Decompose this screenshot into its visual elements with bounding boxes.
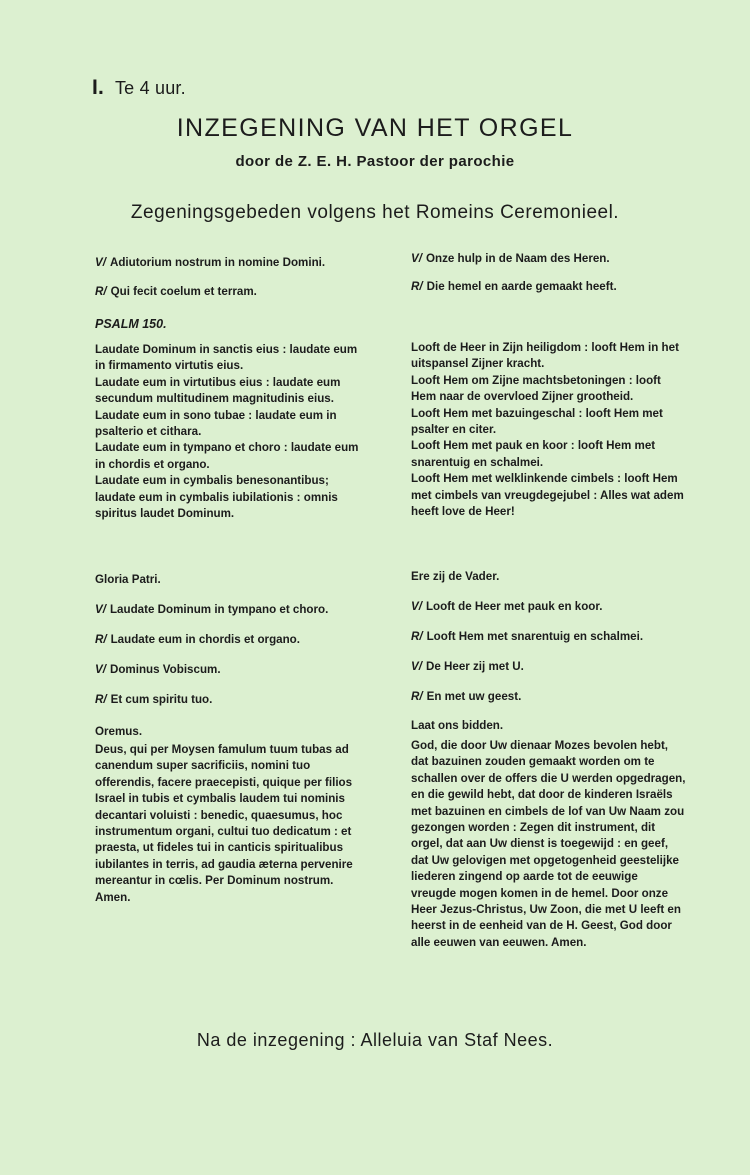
psalm-heading: PSALM 150. xyxy=(95,317,167,331)
latin-versicle-2-text: Laudate Dominum in tympano et choro. xyxy=(109,603,329,616)
latin-versicle-3-text: Dominus Vobiscum. xyxy=(109,663,221,676)
dutch-prayer: God, die door Uw dienaar Mozes bevolen hebt, dat bazuinen zouden gemaakt worden om te schallen over de offers die U werden opgedragen, en die gewild hebt, dat door de kinderen Israëls met bazuinen en cimbels de lof van Uw Naam zou gezongen worden : Zegen dit instrument, dit orgel, dat aan Uw dienst is toegewijd : en geef, dat Uw gelovigen met opgetogenheid geestelijke liederen zingend op aarde tot de eeuwige vreugde mogen komen in de hemel. Door onze Heer Jezus-Christus, Uw Zoon, die met U leeft en heerst in de eenheid van de H. Geest, God door alle eeuwen van eeuwen. Amen. xyxy=(411,739,686,949)
versicle-marker: V/ xyxy=(411,660,422,673)
dutch-response-2-text: Looft Hem met snarentuig en schalmei. xyxy=(426,630,644,643)
section-time: Te 4 uur. xyxy=(114,78,186,98)
versicle-marker: V/ xyxy=(411,252,422,265)
response-marker: R/ xyxy=(95,285,107,298)
response-marker: R/ xyxy=(411,280,423,293)
response-marker: R/ xyxy=(95,633,107,646)
versicle-marker: V/ xyxy=(95,256,106,269)
page-title: INZEGENING VAN HET ORGEL xyxy=(176,114,574,142)
dutch-versicle-2 xyxy=(411,599,686,615)
dutch-oremus: Laat ons bidden. xyxy=(411,719,504,732)
latin-gloria: Gloria Patri. xyxy=(95,573,161,586)
versicle-marker: V/ xyxy=(411,600,422,613)
dutch-response-3-text: En met uw geest. xyxy=(426,690,522,703)
dutch-versicle-3 xyxy=(411,659,686,675)
dutch-response-3 xyxy=(411,689,686,705)
response-marker: R/ xyxy=(411,690,423,703)
dutch-response-2 xyxy=(411,629,686,645)
latin-psalm-text: Laudate Dominum in sanctis eius : laudate eum in firmamento virtutis eius. Laudate eum in virtutibus eius : laudate eum secundum multitudinem magnitudinis eius. Laudate eum in sono tubae : laudate eum in psalterio et cithara. Laudate eum in tympano et choro : laudate eum in chordis et organo. Laudate eum in cymbalis benesonantibus; laudate eum in cymbalis iubilationis : omnis spiritus laudet Dominum. xyxy=(95,343,359,521)
dutch-versicle-1 xyxy=(411,251,686,267)
response-marker: R/ xyxy=(411,630,423,643)
section-heading: Zegeningsgebeden volgens het Romeins Ceremonieel. xyxy=(130,202,620,223)
latin-versicle-1-text: Adiutorium nostrum in nomine Domini. xyxy=(109,256,326,269)
section-number: I. xyxy=(92,76,105,99)
versicle-marker: V/ xyxy=(95,603,106,616)
versicle-marker: V/ xyxy=(95,663,106,676)
response-marker: R/ xyxy=(95,693,107,706)
latin-oremus: Oremus. xyxy=(95,725,143,738)
latin-response-1-text: Qui fecit coelum et terram. xyxy=(110,285,257,298)
dutch-gloria: Ere zij de Vader. xyxy=(411,570,500,583)
dutch-versicle-3-text: De Heer zij met U. xyxy=(425,660,524,673)
latin-response-3-text: Et cum spiritu tuo. xyxy=(110,693,213,706)
latin-prayer: Deus, qui per Moysen famulum tuum tubas ad canendum super sacrificiis, nomini tuo offerendis, facere praecepisti, quique per filios Israel in tubis et cymbalis laudem tui nominis decantari voluisti : benedic, quaesumus, hoc instrumentum organi, cultui tuo dedicatum : et praesta, ut fideles tui in canticis spiritualibus iubilantes in terris, ad gaudia æterna pervenire mereantur in cœlis. Per Dominum nostrum. Amen. xyxy=(95,743,353,904)
dutch-versicle-2-text: Looft de Heer met pauk en koor. xyxy=(425,600,603,613)
dutch-versicle-1-text: Onze hulp in de Naam des Heren. xyxy=(425,252,610,265)
page-subtitle: door de Z. E. H. Pastoor der parochie xyxy=(235,153,515,170)
dutch-psalm-text: Looft de Heer in Zijn heiligdom : looft Hem in het uitspansel Zijner kracht. Looft Hem om Zijne machtsbetoningen : looft Hem naar de overvloed Zijner grootheid. Looft Hem met bazuingeschal : looft Hem met psalter en citer. Looft Hem met pauk en koor : looft Hem met snarentuig en schalmei. Looft Hem met welklinkende cimbels : looft Hem met cimbels van vreugdegejubel : Alles wat adem heeft love de Heer! xyxy=(411,341,684,519)
latin-response-2-text: Laudate eum in chordis et organo. xyxy=(110,633,300,646)
dutch-response-1 xyxy=(411,279,686,295)
dutch-response-1-text: Die hemel en aarde gemaakt heeft. xyxy=(426,280,617,293)
footer-note: Na de inzegening : Alleluia van Staf Nees. xyxy=(196,1030,554,1050)
